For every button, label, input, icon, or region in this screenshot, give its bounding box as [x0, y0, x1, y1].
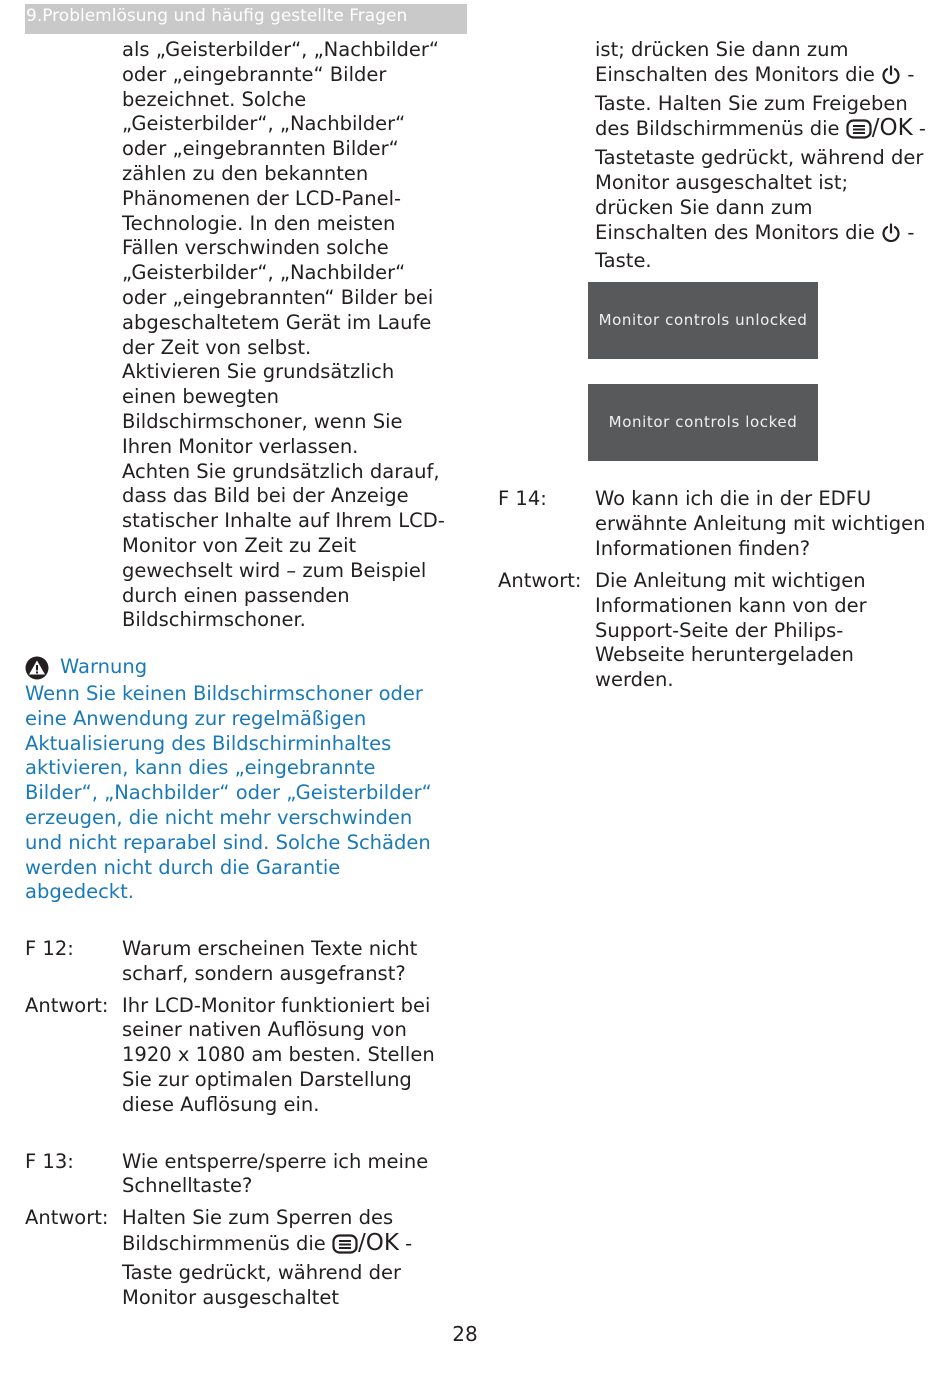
faq-a13 — [25, 1206, 445, 1310]
power-icon — [881, 65, 901, 92]
q14-label: F 14: — [498, 487, 547, 510]
tip-screensaver: Aktivieren Sie grundsätzlich einen bewegten Bildschirmschoner, wenn Sie Ihren Monitor verlassen. — [122, 360, 403, 458]
faq-q13 — [25, 1150, 445, 1200]
faq-a14 — [498, 569, 928, 693]
ok-label: /OK — [357, 1230, 399, 1257]
a13-cont-part4: -Taste. — [595, 220, 915, 273]
warning-title: Warnung — [60, 655, 148, 679]
osd-unlocked-message: Monitor controls unlocked — [588, 282, 818, 359]
a14-label: Antwort: — [498, 569, 582, 592]
faq-a12 — [25, 994, 445, 1118]
warning-icon — [25, 656, 49, 680]
a12-answer: Ihr LCD-Monitor funktioniert bei seiner nativen Auflösung von 1920 x 1080 am besten. Stellen Sie zur optimalen Darstellung diese Auflösung ein. — [122, 993, 435, 1116]
a13-cont-part1: ist; drücken Sie dann zum Einschalten des Monitors die — [595, 38, 875, 86]
faq-q14 — [498, 487, 928, 561]
a13-answer — [122, 1206, 445, 1310]
q12-question: Warum erscheinen Texte nicht scharf, sondern ausgefranst? — [122, 937, 418, 985]
section-header: 9.Problemlösung und häufig gestellte Fragen — [25, 4, 467, 34]
a14-answer: Die Anleitung mit wichtigen Informationen kann von der Support-Seite der Philips-Webseite heruntergeladen werden. — [595, 569, 867, 692]
osd-locked-message: Monitor controls locked — [588, 384, 818, 461]
tip-change-image: Achten Sie grundsätzlich darauf, dass das Bild bei der Anzeige statischer Inhalte auf Ihrem LCD-Monitor von Zeit zu Zeit gewechselt wird – zum Beispiel durch einen passenden Bildschirmschoner. — [122, 459, 445, 632]
a12-label: Antwort: — [25, 993, 109, 1017]
a13-cont-part2: -Taste. Halten Sie zum Freigeben des Bildschirmmenüs die — [595, 62, 915, 141]
a13-text-part1: Halten Sie zum Sperren des Bildschirmmenüs die — [122, 1206, 394, 1256]
menu-icon — [332, 1234, 358, 1261]
a13-cont-part3: -Tastetaste gedrückt, während der Monitor ausgeschaltet ist; drücken Sie dann zum Einschalten des Monitors die — [595, 117, 926, 244]
a13-text-part2: -Taste gedrückt, während der Monitor ausgeschaltet — [122, 1232, 413, 1309]
ok-label: /OK — [871, 115, 913, 142]
a13-continuation — [595, 38, 928, 274]
page-number: 28 — [452, 1322, 478, 1346]
continuation-text: als „Geisterbilder“, „Nachbilder“ oder „eingebrannte“ Bilder bezeichnet. Solche „Geisterbilder“, „Nachbilder“ oder „eingebrannten Bilder“ zählen zu den bekannten Phänomenen der LCD-Panel-Technologie. In den meisten Fällen verschwinden solche „Geisterbilder“, „Nachbilder“ oder „eingebrannten“ Bilder bei abgeschaltetem Gerät im Laufe der Zeit von selbst. — [122, 38, 440, 359]
q13-label: F 13: — [25, 1149, 74, 1173]
warning-heading — [25, 655, 445, 680]
faq-q12 — [25, 937, 445, 987]
power-icon — [881, 223, 901, 250]
continuation-block — [122, 38, 445, 633]
q14-question: Wo kann ich die in der EDFU erwähnte Anleitung mit wichtigen Informationen finden? — [595, 487, 926, 560]
menu-icon — [846, 119, 872, 146]
a13-label: Antwort: — [25, 1206, 109, 1230]
q13-question: Wie entsperre/sperre ich meine Schnelltaste? — [122, 1149, 429, 1198]
warning-text: Wenn Sie keinen Bildschirmschoner oder eine Anwendung zur regelmäßigen Aktualisierung des Bildschirminhaltes aktivieren, kann dies „eingebrannte Bilder“, „Nachbilder“ oder „Geisterbilder“ erzeugen, die nicht mehr verschwinden und nicht reparabel sind. Solche Schäden werden nicht durch die Garantie abgedeckt. — [25, 681, 432, 904]
left-column — [25, 38, 445, 1310]
q12-label: F 12: — [25, 937, 74, 961]
